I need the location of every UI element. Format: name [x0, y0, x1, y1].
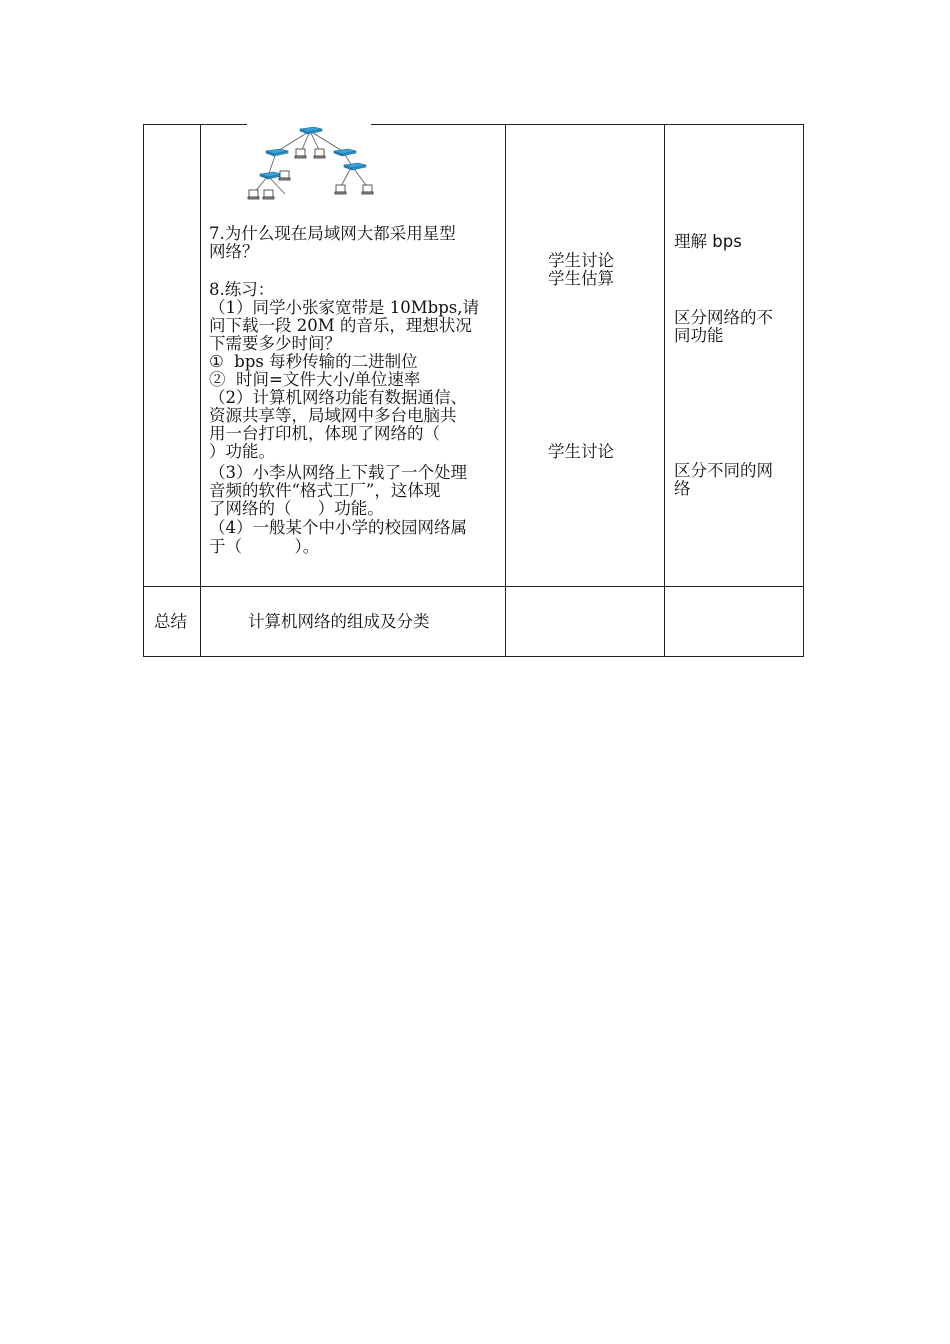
- exercise-line: 音频的软件“格式工厂”，这体现: [209, 481, 441, 500]
- exercise-line: 于（ ）。: [209, 537, 320, 556]
- switch-icon: [260, 127, 366, 179]
- exercise-line: （2）计算机网络功能有数据通信、: [209, 388, 467, 407]
- exercise-line: ① bps 每秒传输的二进制位: [209, 352, 418, 371]
- exercise-line: （1）同学小张家宽带是 10Mbps,请: [209, 298, 479, 317]
- exercise-line: 用一台打印机，体现了网络的（: [209, 424, 440, 443]
- exercise-line: 8.练习：: [209, 280, 275, 299]
- intent-type-line-1: 区分不同的网: [674, 461, 773, 480]
- exercise-line: 下需要多少时间？: [209, 334, 341, 353]
- question-7-line-1: 7.为什么现在局域网大都采用星型: [209, 224, 456, 243]
- col-divider-4: [803, 124, 804, 657]
- exercise-line: ② 时间=文件大小/单位速率: [209, 370, 421, 389]
- exercise-line: 了网络的（ ）功能。: [209, 499, 384, 518]
- intent-bps: 理解 bps: [674, 232, 742, 251]
- col-divider-0: [143, 124, 144, 657]
- row-divider: [143, 586, 804, 587]
- intent-function-line-2: 同功能: [674, 326, 724, 345]
- table-bottom-border: [143, 656, 804, 657]
- intent-type-line-2: 络: [674, 479, 691, 498]
- question-7-line-2: 网络？: [209, 242, 259, 261]
- activity-estimate: 学生估算: [548, 269, 614, 288]
- activity-discuss: 学生讨论: [548, 251, 614, 270]
- exercise-line: ）功能。: [209, 442, 275, 461]
- summary-label: 总结: [154, 612, 187, 631]
- exercise-line: （4）一般某个中小学的校园网络属: [209, 518, 467, 537]
- summary-content: 计算机网络的组成及分类: [248, 612, 430, 631]
- activity-discuss-2: 学生讨论: [548, 442, 614, 461]
- exercise-line: 问下载一段 20M 的音乐，理想状况: [209, 316, 472, 335]
- exercise-line: （3）小李从网络上下载了一个处理: [209, 463, 467, 482]
- col-divider-1: [200, 124, 201, 657]
- lesson-table: [143, 124, 804, 657]
- network-topology-figure: [240, 124, 380, 206]
- exercise-line: 资源共享等，局域网中多台电脑共: [209, 406, 457, 425]
- intent-function-line-1: 区分网络的不: [674, 308, 773, 327]
- col-divider-3: [664, 124, 665, 657]
- col-divider-2: [505, 124, 506, 657]
